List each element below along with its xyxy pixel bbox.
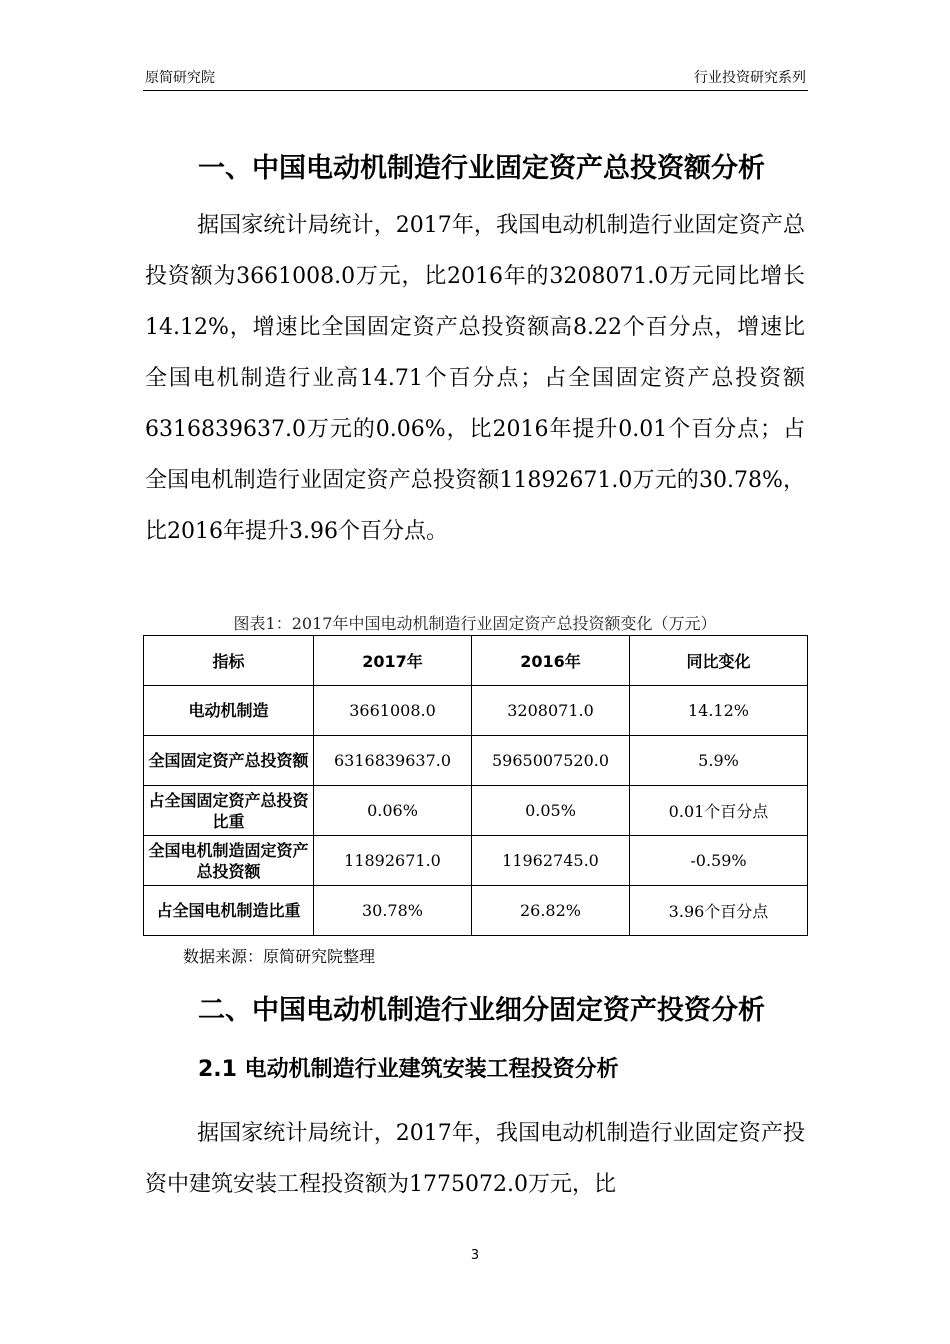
table1-caption: 图表1：2017年中国电动机制造行业固定资产总投资额变化（万元）: [233, 614, 717, 633]
table-cell: 5965007520.0: [472, 736, 630, 786]
table-cell: 14.12%: [630, 686, 808, 736]
table-header-cell: 同比变化: [630, 636, 808, 686]
table-cell: 3208071.0: [472, 686, 630, 736]
page-header: [143, 64, 808, 91]
table-cell: 11962745.0: [472, 836, 630, 886]
table-cell: -0.59%: [630, 836, 808, 886]
table-row: [144, 886, 808, 936]
table-cell: 5.9%: [630, 736, 808, 786]
section2-title: 二、中国电动机制造行业细分固定资产投资分析: [198, 995, 765, 1026]
table-cell: 0.01个百分点: [630, 786, 808, 836]
table-cell: 0.05%: [472, 786, 630, 836]
table-header-cell: 指标: [144, 636, 314, 686]
table-row: [144, 736, 808, 786]
table-cell: 0.06%: [314, 786, 472, 836]
subsection-2-1-title: 2.1 电动机制造行业建筑安装工程投资分析: [198, 1057, 619, 1082]
section1-paragraph-text: 据国家统计局统计，2017年，我国电动机制造行业固定资产总投资额为3661008.0万元，比2016年的3208071.0万元同比增长14.12%，增速比全国固定资产总投资额高8.22个百分点，增速比全国电机制造行业高14.71个百分点；占全国固定资产总投资额6316839637.0万元的0.06%，比2016年提升0.01个百分点；占全国电机制造行业固定资产总投资额11892671.0万元的30.78%，比2016年提升3.96个百分点。: [145, 213, 805, 544]
table-cell: 26.82%: [472, 886, 630, 936]
table-header-row: [144, 636, 808, 686]
table-header-cell: 2016年: [472, 636, 630, 686]
subsection-2-1-paragraph: [145, 1108, 805, 1210]
table-header-cell: 2017年: [314, 636, 472, 686]
subsection-2-1-paragraph-text: 据国家统计局统计，2017年，我国电动机制造行业固定资产投资中建筑安装工程投资额为1775072.0万元，比: [145, 1121, 805, 1197]
header-series: 行业投资研究系列: [694, 70, 806, 86]
table-cell: 3.96个百分点: [630, 886, 808, 936]
table-row: [144, 786, 808, 836]
table-row: [144, 686, 808, 736]
table-row-label: 占全国电机制造比重: [144, 886, 314, 936]
page-number: 3: [470, 1248, 480, 1263]
section1-paragraph: [145, 200, 805, 557]
header-publisher: 原简研究院: [145, 70, 215, 86]
section1-title: 一、中国电动机制造行业固定资产总投资额分析: [198, 153, 765, 184]
table-row: [144, 836, 808, 886]
table-cell: 6316839637.0: [314, 736, 472, 786]
table-cell: 30.78%: [314, 886, 472, 936]
investment-table: [143, 635, 808, 936]
table-row-label: 全国电机制造固定资产总投资额: [144, 836, 314, 886]
table-row-label: 占全国固定资产总投资比重: [144, 786, 314, 836]
table-row-label: 电动机制造: [144, 686, 314, 736]
table-cell: 11892671.0: [314, 836, 472, 886]
table-row-label: 全国固定资产总投资额: [144, 736, 314, 786]
table-cell: 3661008.0: [314, 686, 472, 736]
table1-source-note: 数据来源：原简研究院整理: [183, 947, 376, 966]
